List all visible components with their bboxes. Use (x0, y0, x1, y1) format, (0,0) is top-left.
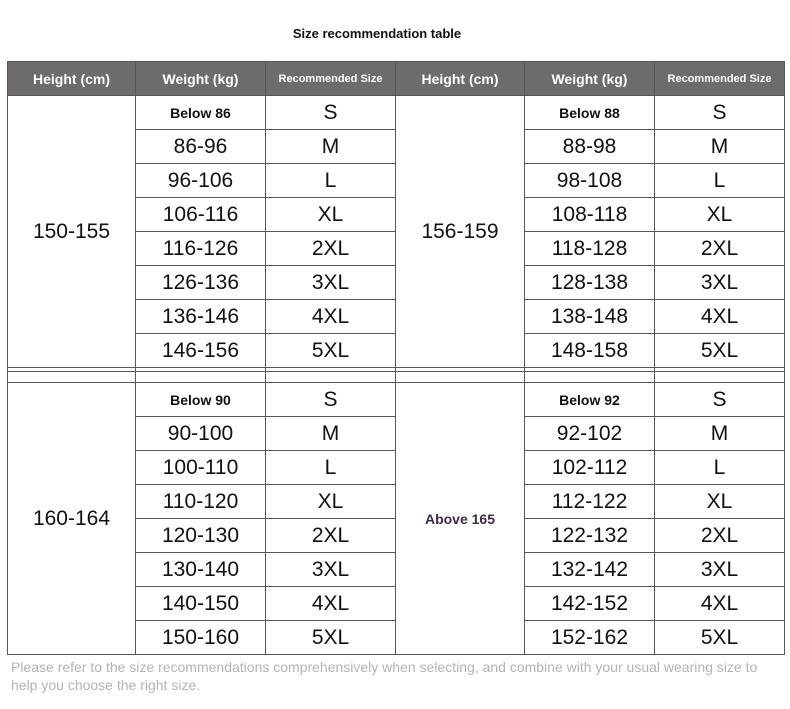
header-height: Height (cm) (396, 62, 525, 96)
size-table (7, 61, 785, 655)
height-cell: 150-155 (8, 96, 136, 368)
header-size: Recommended Size (655, 62, 785, 96)
header-height: Height (cm) (8, 62, 136, 96)
size-cell: L (266, 164, 396, 198)
weight-cell: 126-136 (136, 266, 266, 300)
weight-cell: 138-148 (525, 300, 655, 334)
weight-cell: Below 90 (136, 383, 266, 417)
weight-cell: 88-98 (525, 130, 655, 164)
size-cell: M (266, 417, 396, 451)
weight-cell: 146-156 (136, 334, 266, 368)
height-cell: 160-164 (8, 383, 136, 655)
size-cell: 4XL (655, 300, 785, 334)
weight-cell: Below 86 (136, 96, 266, 130)
size-cell: L (655, 451, 785, 485)
size-cell: L (266, 451, 396, 485)
size-cell: 3XL (655, 266, 785, 300)
size-cell: XL (655, 485, 785, 519)
size-cell: 4XL (266, 587, 396, 621)
size-cell: 5XL (655, 334, 785, 368)
weight-cell: 112-122 (525, 485, 655, 519)
weight-cell: 128-138 (525, 266, 655, 300)
weight-cell: 96-106 (136, 164, 266, 198)
spacer-cell (8, 372, 136, 383)
weight-cell: 130-140 (136, 553, 266, 587)
size-cell: S (655, 383, 785, 417)
weight-cell: 122-132 (525, 519, 655, 553)
weight-cell: 86-96 (136, 130, 266, 164)
table-row (8, 383, 785, 417)
weight-cell: 98-108 (525, 164, 655, 198)
size-cell: 4XL (655, 587, 785, 621)
size-cell: XL (266, 485, 396, 519)
size-cell: 3XL (266, 553, 396, 587)
size-cell: 3XL (655, 553, 785, 587)
height-cell: Above 165 (396, 383, 525, 655)
weight-cell: 108-118 (525, 198, 655, 232)
weight-cell: 118-128 (525, 232, 655, 266)
table-title: Size recommendation table (292, 26, 462, 41)
header-row (8, 62, 785, 96)
table-row (8, 96, 785, 130)
footer-note: Please refer to the size recommendations comprehensively when selecting, and combine with your usual wearing size to help you choose the right size. (11, 659, 758, 693)
spacer-cell (396, 372, 525, 383)
spacer-cell (655, 372, 785, 383)
header-size: Recommended Size (266, 62, 396, 96)
weight-cell: 106-116 (136, 198, 266, 232)
weight-cell: Below 92 (525, 383, 655, 417)
weight-cell: 120-130 (136, 519, 266, 553)
spacer-cell (525, 372, 655, 383)
weight-cell: 132-142 (525, 553, 655, 587)
size-cell: 5XL (655, 621, 785, 655)
size-cell: S (266, 96, 396, 130)
size-cell: 2XL (655, 232, 785, 266)
size-cell: M (266, 130, 396, 164)
size-cell: 3XL (266, 266, 396, 300)
weight-cell: 90-100 (136, 417, 266, 451)
weight-cell: 150-160 (136, 621, 266, 655)
weight-cell: 110-120 (136, 485, 266, 519)
size-cell: 2XL (655, 519, 785, 553)
size-cell: 2XL (266, 232, 396, 266)
weight-cell: 116-126 (136, 232, 266, 266)
size-cell: S (266, 383, 396, 417)
size-cell: M (655, 417, 785, 451)
size-cell: 5XL (266, 621, 396, 655)
spacer-cell (136, 372, 266, 383)
weight-cell: 140-150 (136, 587, 266, 621)
weight-cell: 136-146 (136, 300, 266, 334)
spacer-cell (266, 372, 396, 383)
weight-cell: 100-110 (136, 451, 266, 485)
size-cell: 5XL (266, 334, 396, 368)
weight-cell: 148-158 (525, 334, 655, 368)
header-weight: Weight (kg) (136, 62, 266, 96)
weight-cell: 92-102 (525, 417, 655, 451)
weight-cell: 142-152 (525, 587, 655, 621)
size-cell: S (655, 96, 785, 130)
size-cell: L (655, 164, 785, 198)
spacer-row (8, 372, 785, 383)
header-weight: Weight (kg) (525, 62, 655, 96)
weight-cell: 102-112 (525, 451, 655, 485)
size-cell: 2XL (266, 519, 396, 553)
height-cell: 156-159 (396, 96, 525, 368)
size-cell: 4XL (266, 300, 396, 334)
size-cell: XL (655, 198, 785, 232)
weight-cell: Below 88 (525, 96, 655, 130)
weight-cell: 152-162 (525, 621, 655, 655)
size-cell: XL (266, 198, 396, 232)
size-cell: M (655, 130, 785, 164)
